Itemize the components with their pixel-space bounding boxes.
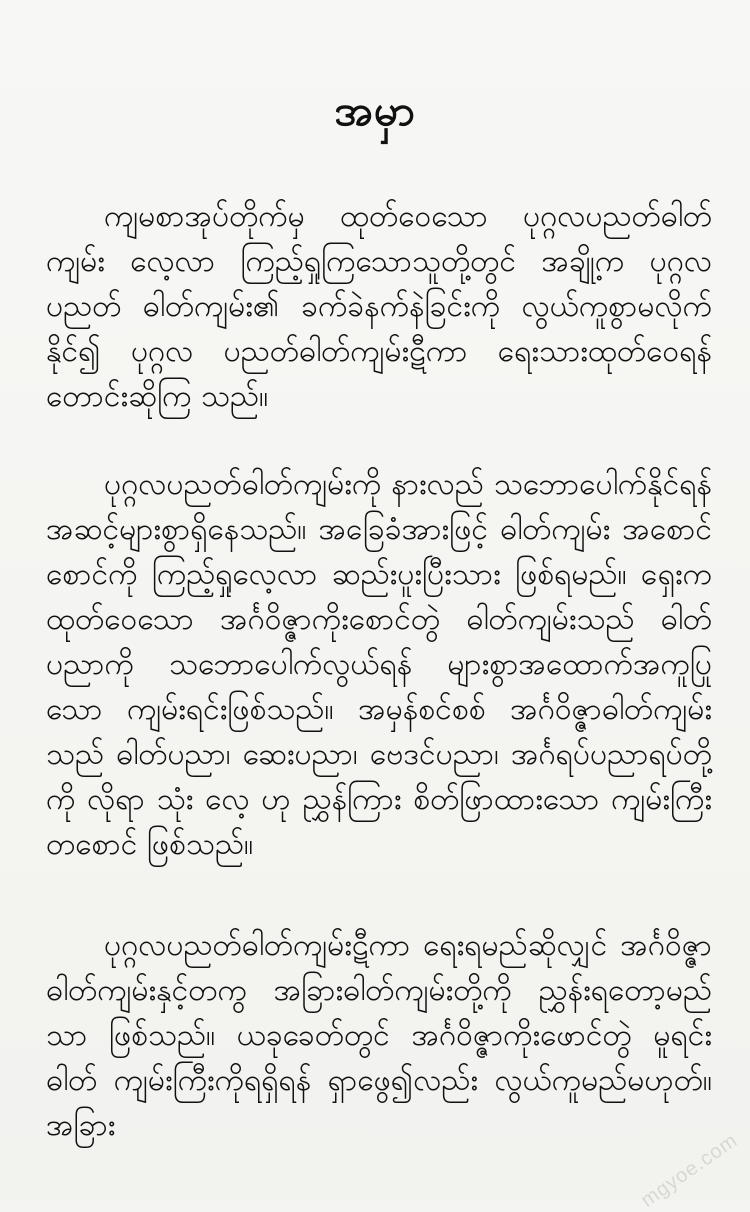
page-title: အမှာ bbox=[334, 86, 416, 135]
paragraph-3: ပုဂ္ဂလပညတ်ဓါတ်ကျမ်းဋီကာ ရေးရမည်ဆိုလျှင် အင်္ဂဝိဇ္ဇာ ဓါတ်ကျမ်းနှင့်တကွ အခြားဓါတ်ကျမ်းတို့ကို ညွှန်းရတော့မည် သာ ဖြစ်သည်။ ယခုခေတ်တွင် အင်္ဂဝိဇ္ဇာကိုးဖောင်တွဲ မူရင်းဓါတ် ကျမ်းကြီးကိုရရှိရန် ရှာဖွေ၍လည်း လွယ်ကူမည်မဟုတ်။ အခြား bbox=[46, 928, 712, 1143]
paragraph-2: ပုဂ္ဂလပညတ်ဓါတ်ကျမ်းကို နားလည် သဘောပေါက်နိုင်ရန် အဆင့်များစွာရှိနေသည်။ အခြေခံအားဖြင့် ဓါတ်ကျမ်း အစောင် စောင်ကို ကြည့်ရှုလေ့လာ ဆည်းပူးပြီးသား ဖြစ်ရမည်။ ရှေးက ထုတ်ဝေသော အင်္ဂဝိဇ္ဇာကိုးစောင်တွဲ ဓါတ်ကျမ်းသည် ဓါတ် ပညာကို သဘောပေါက်လွယ်ရန် များစွာအထောက်အကူပြု သော ကျမ်းရင်းဖြစ်သည်။ အမှန်စင်စစ် အင်္ဂဝိဇ္ဇာဓါတ်ကျမ်း သည် ဓါတ်ပညာ၊ ဆေးပညာ၊ ဗေဒင်ပညာ၊ အင်္ဂရပ်ပညာရပ်တို့ကို လိုရာ သုံး လေ့ ဟု ညွှန်ကြား စိတ်ဖြာထားသော ကျမ်းကြီး တစောင် ဖြစ်သည်။ bbox=[46, 467, 712, 862]
watermark-text: mgyoe.com bbox=[636, 1129, 742, 1212]
paragraph-1: ကျမစာအုပ်တိုက်မှ ထုတ်ဝေသော ပုဂ္ဂလပညတ်ဓါတ်ကျမ်း လေ့လာ ကြည့်ရှုကြသောသူတို့တွင် အချို့က ပုဂ္ဂလပညတ် ဓါတ်ကျမ်း၏ ခက်ခဲနက်နဲခြင်းကို လွယ်ကူစွာမလိုက်နိုင်၍ ပုဂ္ဂလ ပညတ်ဓါတ်ကျမ်းဋီကာ ရေးသားထုတ်ဝေရန် တောင်းဆိုကြ သည်။ bbox=[46, 199, 712, 414]
